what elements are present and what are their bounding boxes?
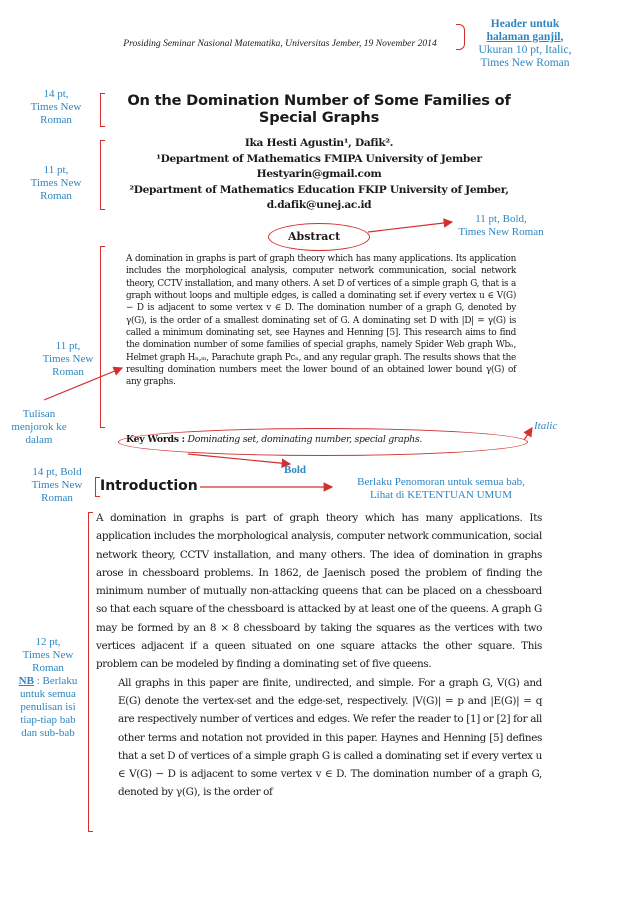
body-note-line-4 [6, 675, 90, 688]
affiliation-2: ²Department of Mathematics Education FKIP University of Jember, [129, 183, 509, 196]
author-note [28, 164, 84, 203]
body-note-line-2: Times New [22, 649, 74, 661]
email-2: d.dafik@unej.ac.id [266, 199, 372, 211]
abstract-note [36, 340, 100, 379]
title-line-1: On the Domination Number of Some Families of [127, 92, 511, 109]
abstract-arrow [368, 222, 452, 232]
intro-heading-note-line-3: Roman [41, 492, 73, 504]
header-note-line-1: Header untuk [490, 18, 560, 30]
abstract-note-line-2: Times New [42, 353, 94, 365]
indent-note [4, 408, 74, 447]
intro-paragraph-1: A domination in graphs is part of graph theory which has many applications. Its application includes the morphological analysis, computer network communication, social network theory, CCTV installation, and many others. The idea of domination in graphs arose in chessboard problems. In 1862, de Jaenisch posed the problem of finding the minimum number of mutually non-attacking queens that can be placed on a chessboard so that each square of the chessboard is attacked by at least one of the queens. A graph G may be formed by an 8 × 8 chessboard by taking the squares as the vertices with two vertices adjacent if a queen situated on one square attacks the other square. This problem can be modeled by finding a dominating set of five queens. [96, 512, 542, 671]
header-note-line-2: halaman ganjil, [486, 31, 564, 43]
header-note-line-4: Times New Roman [480, 57, 570, 69]
numbering-note-line-2: Lihat di KETENTUAN UMUM [369, 489, 513, 501]
title-note-line-2: Times New [30, 101, 82, 113]
intro-heading-note-line-2: Times New [31, 479, 83, 491]
header-note [450, 18, 600, 70]
numbering-note-line-1: Berlaku Penomoran untuk semua bab, [357, 476, 525, 488]
author-note-line-2: Times New [30, 177, 82, 189]
abstract-note-line-3: Roman [52, 366, 84, 378]
body-note [6, 636, 90, 740]
body-note-line-7: tiap-tiap bab [20, 714, 76, 726]
abstract-text: A domination in graphs is part of graph theory which has many applications. Its application includes the morphological analysis, computer network communication, social network theory, CCTV installation, and many others. A set D of vertices of a simple graph G, that is a graph without loops and multiple edges, is called a dominating set if every vertex u ∈ V(G) − D is adjacent to some vertex v ∈ D. The domination number of a graph G, denoted by γ(G), is the order of a smallest dominating set of G. A dominating set D with |D| = γ(G) is called a minimum dominating set, see Haynes and Henning [5]. This research aims to find the domination number of some families of special graphs, namely Spider Web graph Wbₙ, Helmet graph Hₙ,ₘ, Parachute graph Pcₙ, and any regular graph. The results shows that the resulting domination numbers meet the lower bound of an obtained lower bound γ(G) of any graphs. [126, 254, 516, 388]
body-note-line-6: penulisan isi [20, 701, 76, 713]
author-note-line-1: 11 pt, [43, 164, 69, 176]
intro-heading-note [24, 466, 90, 505]
abstract-heading-note [446, 213, 556, 239]
body-note-line-5: untuk semua [20, 688, 76, 700]
indent-note-line-3: dalam [25, 434, 53, 446]
nb-label: NB [18, 675, 34, 687]
abstract-heading-note-line-2: Times New Roman [458, 226, 544, 238]
email-1: Hestyarin@gmail.com [256, 168, 382, 180]
abstract-heading-note-line-1: 11 pt, Bold, [475, 213, 527, 225]
title-line-2: Special Graphs [258, 109, 380, 126]
body-note-line-3: Roman [32, 662, 64, 674]
intro-heading-note-line-1: 14 pt, Bold [32, 466, 82, 478]
title-note-line-3: Roman [40, 114, 72, 126]
running-head: Prosiding Seminar Nasional Matematika, Universitas Jember, 19 November 2014 [123, 38, 437, 49]
bold-note: Bold [284, 464, 307, 476]
indent-note-line-2: menjorok ke [11, 421, 67, 433]
keywords-label: Key Words : [126, 434, 185, 445]
header-note-underline: halaman ganjil [486, 31, 561, 43]
title-note-line-1: 14 pt, [43, 88, 69, 100]
authors: Ika Hesti Agustin¹, Dafik². [244, 137, 394, 149]
abstract-note-line-1: 11 pt, [55, 340, 81, 352]
bold-arrow [188, 454, 290, 464]
keywords-text: Dominating set, dominating number, special graphs. [187, 434, 423, 445]
italic-arrow [524, 428, 532, 440]
author-note-line-3: Roman [40, 190, 72, 202]
header-note-line-3: Ukuran 10 pt, Italic, [478, 44, 572, 56]
title-note [28, 88, 84, 127]
affiliation-1: ¹Department of Mathematics FMIPA University of Jember [156, 152, 482, 165]
abstract-heading: Abstract [288, 230, 341, 243]
intro-heading: Introduction [100, 478, 198, 494]
body-note-line-8: dan sub-bab [21, 727, 75, 739]
numbering-note [336, 476, 546, 502]
body-note-nb-text: : Berlaku [36, 675, 78, 687]
italic-note: Italic [534, 420, 558, 432]
indent-note-line-1: Tulisan [22, 408, 56, 420]
body-note-line-1: 12 pt, [35, 636, 61, 648]
intro-paragraph-2: All graphs in this paper are finite, undirected, and simple. For a graph G, V(G) and E(G) denote the vertex-set and the edge-set, respectively. |V(G)| = p and |E(G)| = q are respectively number of vertices and edges. We refer the reader to [1] or [2] for all other terms and notation not provided in this paper. Haynes and Henning [5] defines that a set D of vertices of a simple graph G is called a dominating set if every vertex u ∈ V(G) − D is adjacent to some vertex v ∈ D. The domination number of a graph G, denoted by γ(G), is the order of [118, 676, 542, 799]
